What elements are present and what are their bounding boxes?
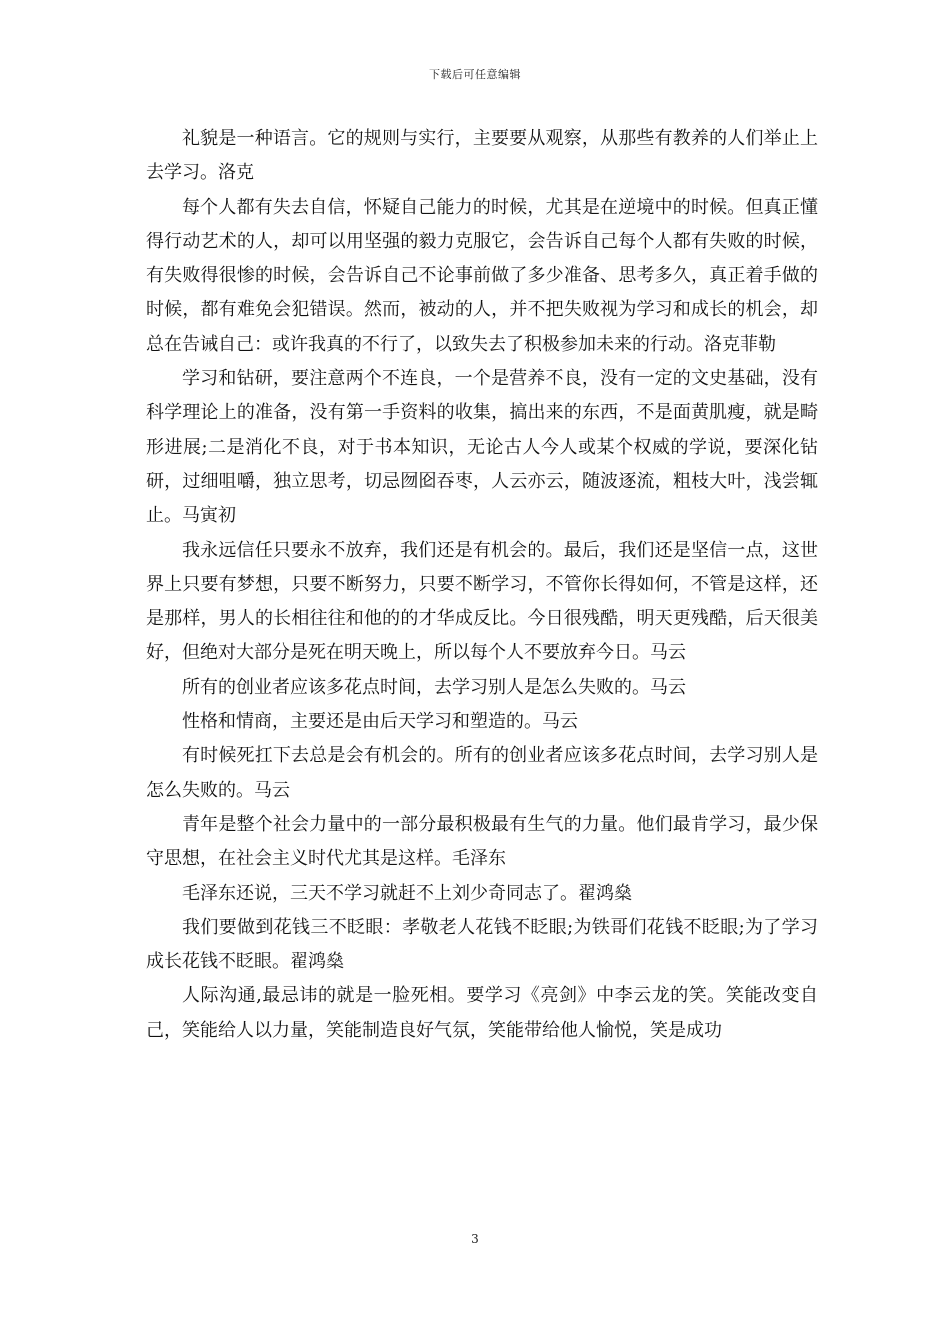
paragraph: 青年是整个社会力量中的一部分最积极最有生气的力量。他们最肯学习，最少保守思想，在社会主义时代尤其是这样。毛泽东 [146,813,818,870]
page-number: 3 [471,1232,479,1246]
paragraph: 每个人都有失去自信，怀疑自己能力的时候，尤其是在逆境中的时候。但真正懂得行动艺术的人，却可以用坚强的毅力克服它，会告诉自己每个人都有失败的时候，有失败得很惨的时候，会告诉自己不论事前做了多少准备、思考多久，真正着手做的时候，都有难免会犯错误。然而，被动的人，并不把失败视为学习和成长的机会，却总在告诫自己：或许我真的不行了，以致失去了积极参加未来的行动。洛克菲勒 [146,196,818,355]
paragraph: 毛泽东还说，三天不学习就赶不上刘少奇同志了。翟鸿燊 [182,882,632,904]
paragraph: 我们要做到花钱三不眨眼：孝敬老人花钱不眨眼;为铁哥们花钱不眨眼;为了学习成长花钱不眨眼。翟鸿燊 [146,916,818,973]
paragraph: 礼貌是一种语言。它的规则与实行，主要要从观察，从那些有教养的人们举止上去学习。洛克 [146,128,818,184]
paragraph: 有时候死扛下去总是会有机会的。所有的创业者应该多花点时间，去学习别人是怎么失败的。马云 [146,745,818,801]
paragraph: 所有的创业者应该多花点时间，去学习别人是怎么失败的。马云 [182,676,686,698]
document-body [146,122,818,1048]
paragraph: 性格和情商，主要还是由后天学习和塑造的。马云 [182,711,578,733]
paragraph: 我永远信任只要永不放弃，我们还是有机会的。最后，我们还是坚信一点，这世界上只要有梦想，只要不断努力，只要不断学习，不管你长得如何，不管是这样，还是那样，男人的长相往往和他的的才华成反比。今日很残酷，明天更残酷，后天很美好，但绝对大部分是死在明天晚上，所以每个人不要放弃今日。马云 [146,539,818,664]
page-header: 下载后可任意编辑 [429,68,521,81]
paragraph: 学习和钻研，要注意两个不连良，一个是营养不良，没有一定的文史基础，没有科学理论上的准备，没有第一手资料的收集，搞出来的东西，不是面黄肌瘦，就是畸形进展;二是消化不良，对于书本知识，无论古人今人或某个权威的学说，要深化钻研，过细咀嚼，独立思考，切忌囫囵吞枣，人云亦云，随波逐流，粗枝大叶，浅尝辄止。马寅初 [146,368,818,527]
paragraph: 人际沟通,最忌讳的就是一脸死相。要学习《亮剑》中李云龙的笑。笑能改变自己，笑能给人以力量，笑能制造良好气氛，笑能带给他人愉悦，笑是成功 [146,985,818,1041]
